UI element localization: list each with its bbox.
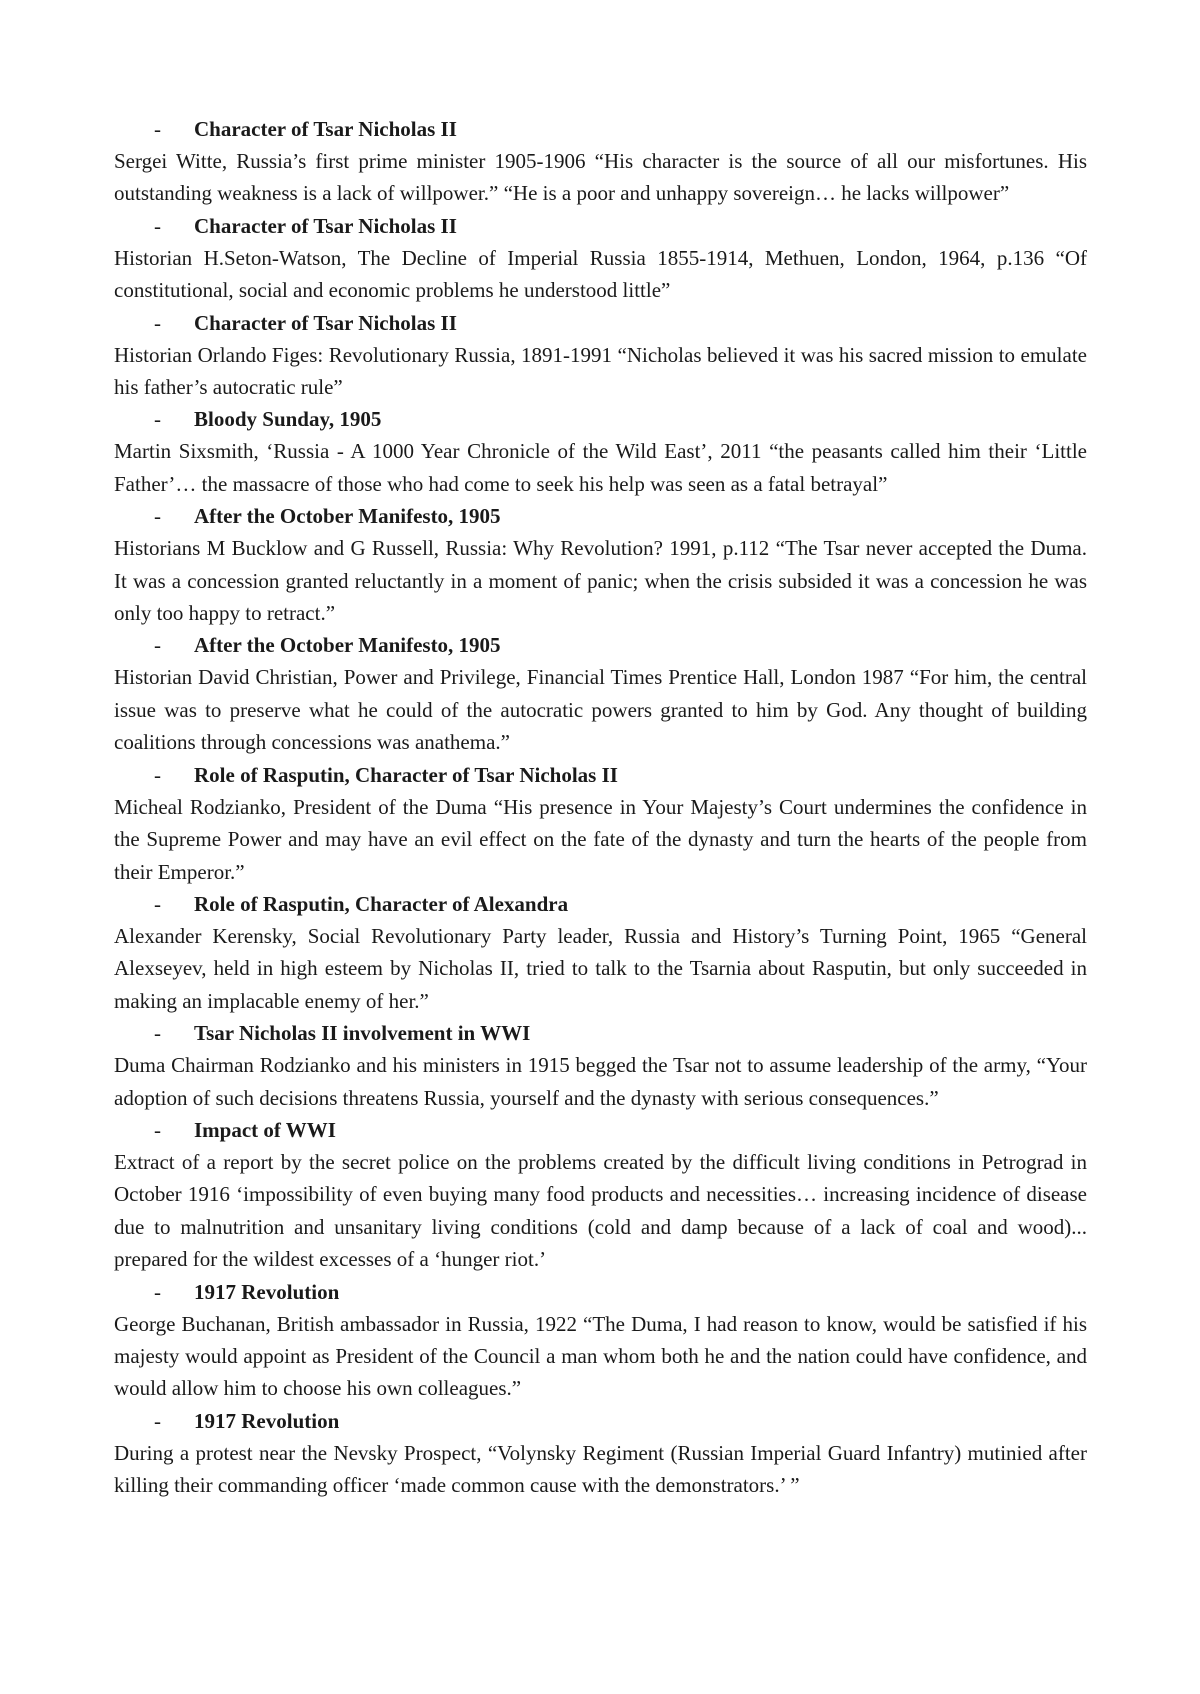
bullet-dash: - — [154, 633, 161, 658]
heading-text: Character of Tsar Nicholas II — [194, 310, 457, 335]
heading-text: After the October Manifesto, 1905 — [194, 504, 501, 529]
bullet-dash: - — [154, 891, 161, 916]
entry-text: Historian David Christian, Power and Privilege, Financial Times Prentice Hall, London 1987 “For him, the central issue was to preserve what he could of the autocratic powers granted to him by God. Any thought of building coalitions through concessions was anathema.” — [114, 665, 1087, 755]
entry-heading — [114, 113, 1087, 145]
document-page — [114, 113, 1087, 1502]
bullet-dash: - — [154, 310, 161, 335]
entry-heading — [114, 210, 1087, 242]
entry-text: Alexander Kerensky, Social Revolutionary Party leader, Russia and History’s Turning Point, 1965 “General Alexseyev, held in high esteem by Nicholas II, tried to talk to the Tsarnia about Rasputin, but only succeeded in making an implacable enemy of her.” — [114, 923, 1087, 1013]
entry-12 — [114, 1405, 1087, 1502]
entry-1 — [114, 113, 1087, 210]
entry-11 — [114, 1276, 1087, 1405]
entry-9 — [114, 1017, 1087, 1114]
entry-8 — [114, 888, 1087, 1017]
entry-4 — [114, 403, 1087, 500]
entry-text: Duma Chairman Rodzianko and his ministers in 1915 begged the Tsar not to assume leadership of the army, “Your adoption of such decisions threatens Russia, yourself and the dynasty with serious consequences.” — [114, 1053, 1087, 1110]
bullet-dash: - — [154, 1021, 161, 1046]
entry-heading — [114, 888, 1087, 920]
entry-heading — [114, 1114, 1087, 1146]
heading-text: Impact of WWI — [194, 1117, 336, 1142]
entry-heading — [114, 307, 1087, 339]
entry-heading — [114, 1017, 1087, 1049]
entry-heading — [114, 1276, 1087, 1308]
entry-heading — [114, 629, 1087, 661]
entry-text: Extract of a report by the secret police on the problems created by the difficult living conditions in Petrograd in October 1916 ‘impossibility of even buying many food products and necessities… increasing incidence of disease due to malnutrition and unsanitary living conditions (cold and damp because of a lack of coal and wood)... prepared for the wildest excesses of a ‘hunger riot.’ — [114, 1149, 1087, 1272]
heading-text: Character of Tsar Nicholas II — [194, 117, 457, 141]
bullet-dash: - — [154, 407, 161, 432]
entry-5 — [114, 500, 1087, 629]
entry-heading — [114, 759, 1087, 791]
entry-10 — [114, 1114, 1087, 1276]
heading-text: After the October Manifesto, 1905 — [194, 633, 501, 658]
entry-text: Historians M Bucklow and G Russell, Russia: Why Revolution? 1991, p.112 “The Tsar never accepted the Duma. It was a concession granted reluctantly in a moment of panic; when the crisis subsided it was a concession he was only too happy to retract.” — [114, 536, 1087, 626]
entry-text: Historian H.Seton-Watson, The Decline of Imperial Russia 1855-1914, Methuen, London, 1964, p.136 “Of constitutional, social and economic problems he understood little” — [114, 245, 1087, 303]
heading-text: Tsar Nicholas II involvement in WWI — [194, 1021, 531, 1046]
entry-7 — [114, 759, 1087, 888]
heading-text: Role of Rasputin, Character of Alexandra — [194, 891, 569, 916]
heading-text: Role of Rasputin, Character of Tsar Nicholas II — [194, 762, 618, 787]
entry-2 — [114, 210, 1087, 307]
entry-text: Micheal Rodzianko, President of the Duma “His presence in Your Majesty’s Court undermines the confidence in the Supreme Power and may have an evil effect on the fate of the dynasty and turn the hearts of the people from their Emperor.” — [114, 794, 1087, 884]
entry-text: During a protest near the Nevsky Prospect, “Volynsky Regiment (Russian Imperial Guard Infantry) mutinied after killing their commanding officer ‘made common cause with the demonstrators.’ ” — [114, 1440, 1087, 1498]
entry-text: Martin Sixsmith, ‘Russia - A 1000 Year Chronicle of the Wild East’, 2011 “the peasants called him their ‘Little Father’… the massacre of those who had come to seek his help was seen as a fatal betrayal” — [114, 439, 1087, 496]
bullet-dash: - — [154, 1117, 161, 1142]
bullet-dash: - — [154, 762, 161, 787]
entry-text: George Buchanan, British ambassador in Russia, 1922 “The Duma, I had reason to know, would be satisfied if his majesty would appoint as President of the Council a man whom both he and the nation could have confidence, and would allow him to choose his own colleagues.” — [114, 1311, 1087, 1401]
entry-text: Sergei Witte, Russia’s first prime minister 1905-1906 “His character is the source of all our misfortunes. His outstanding weakness is a lack of willpower.” “He is a poor and unhappy sovereign… he lacks willpower” — [114, 149, 1087, 206]
entry-heading — [114, 403, 1087, 435]
heading-text: Bloody Sunday, 1905 — [194, 407, 382, 432]
bullet-dash: - — [154, 504, 161, 529]
heading-text: 1917 Revolution — [194, 1408, 340, 1433]
entry-3 — [114, 307, 1087, 404]
bullet-dash: - — [154, 117, 161, 141]
bullet-dash: - — [154, 213, 161, 238]
heading-text: Character of Tsar Nicholas II — [194, 213, 457, 238]
entry-6 — [114, 629, 1087, 758]
entry-text: Historian Orlando Figes: Revolutionary Russia, 1891-1991 “Nicholas believed it was his sacred mission to emulate his father’s autocratic rule” — [114, 342, 1087, 400]
bullet-dash: - — [154, 1408, 161, 1433]
bullet-dash: - — [154, 1279, 161, 1304]
entry-heading — [114, 1405, 1087, 1437]
heading-text: 1917 Revolution — [194, 1279, 340, 1304]
entry-heading — [114, 500, 1087, 532]
